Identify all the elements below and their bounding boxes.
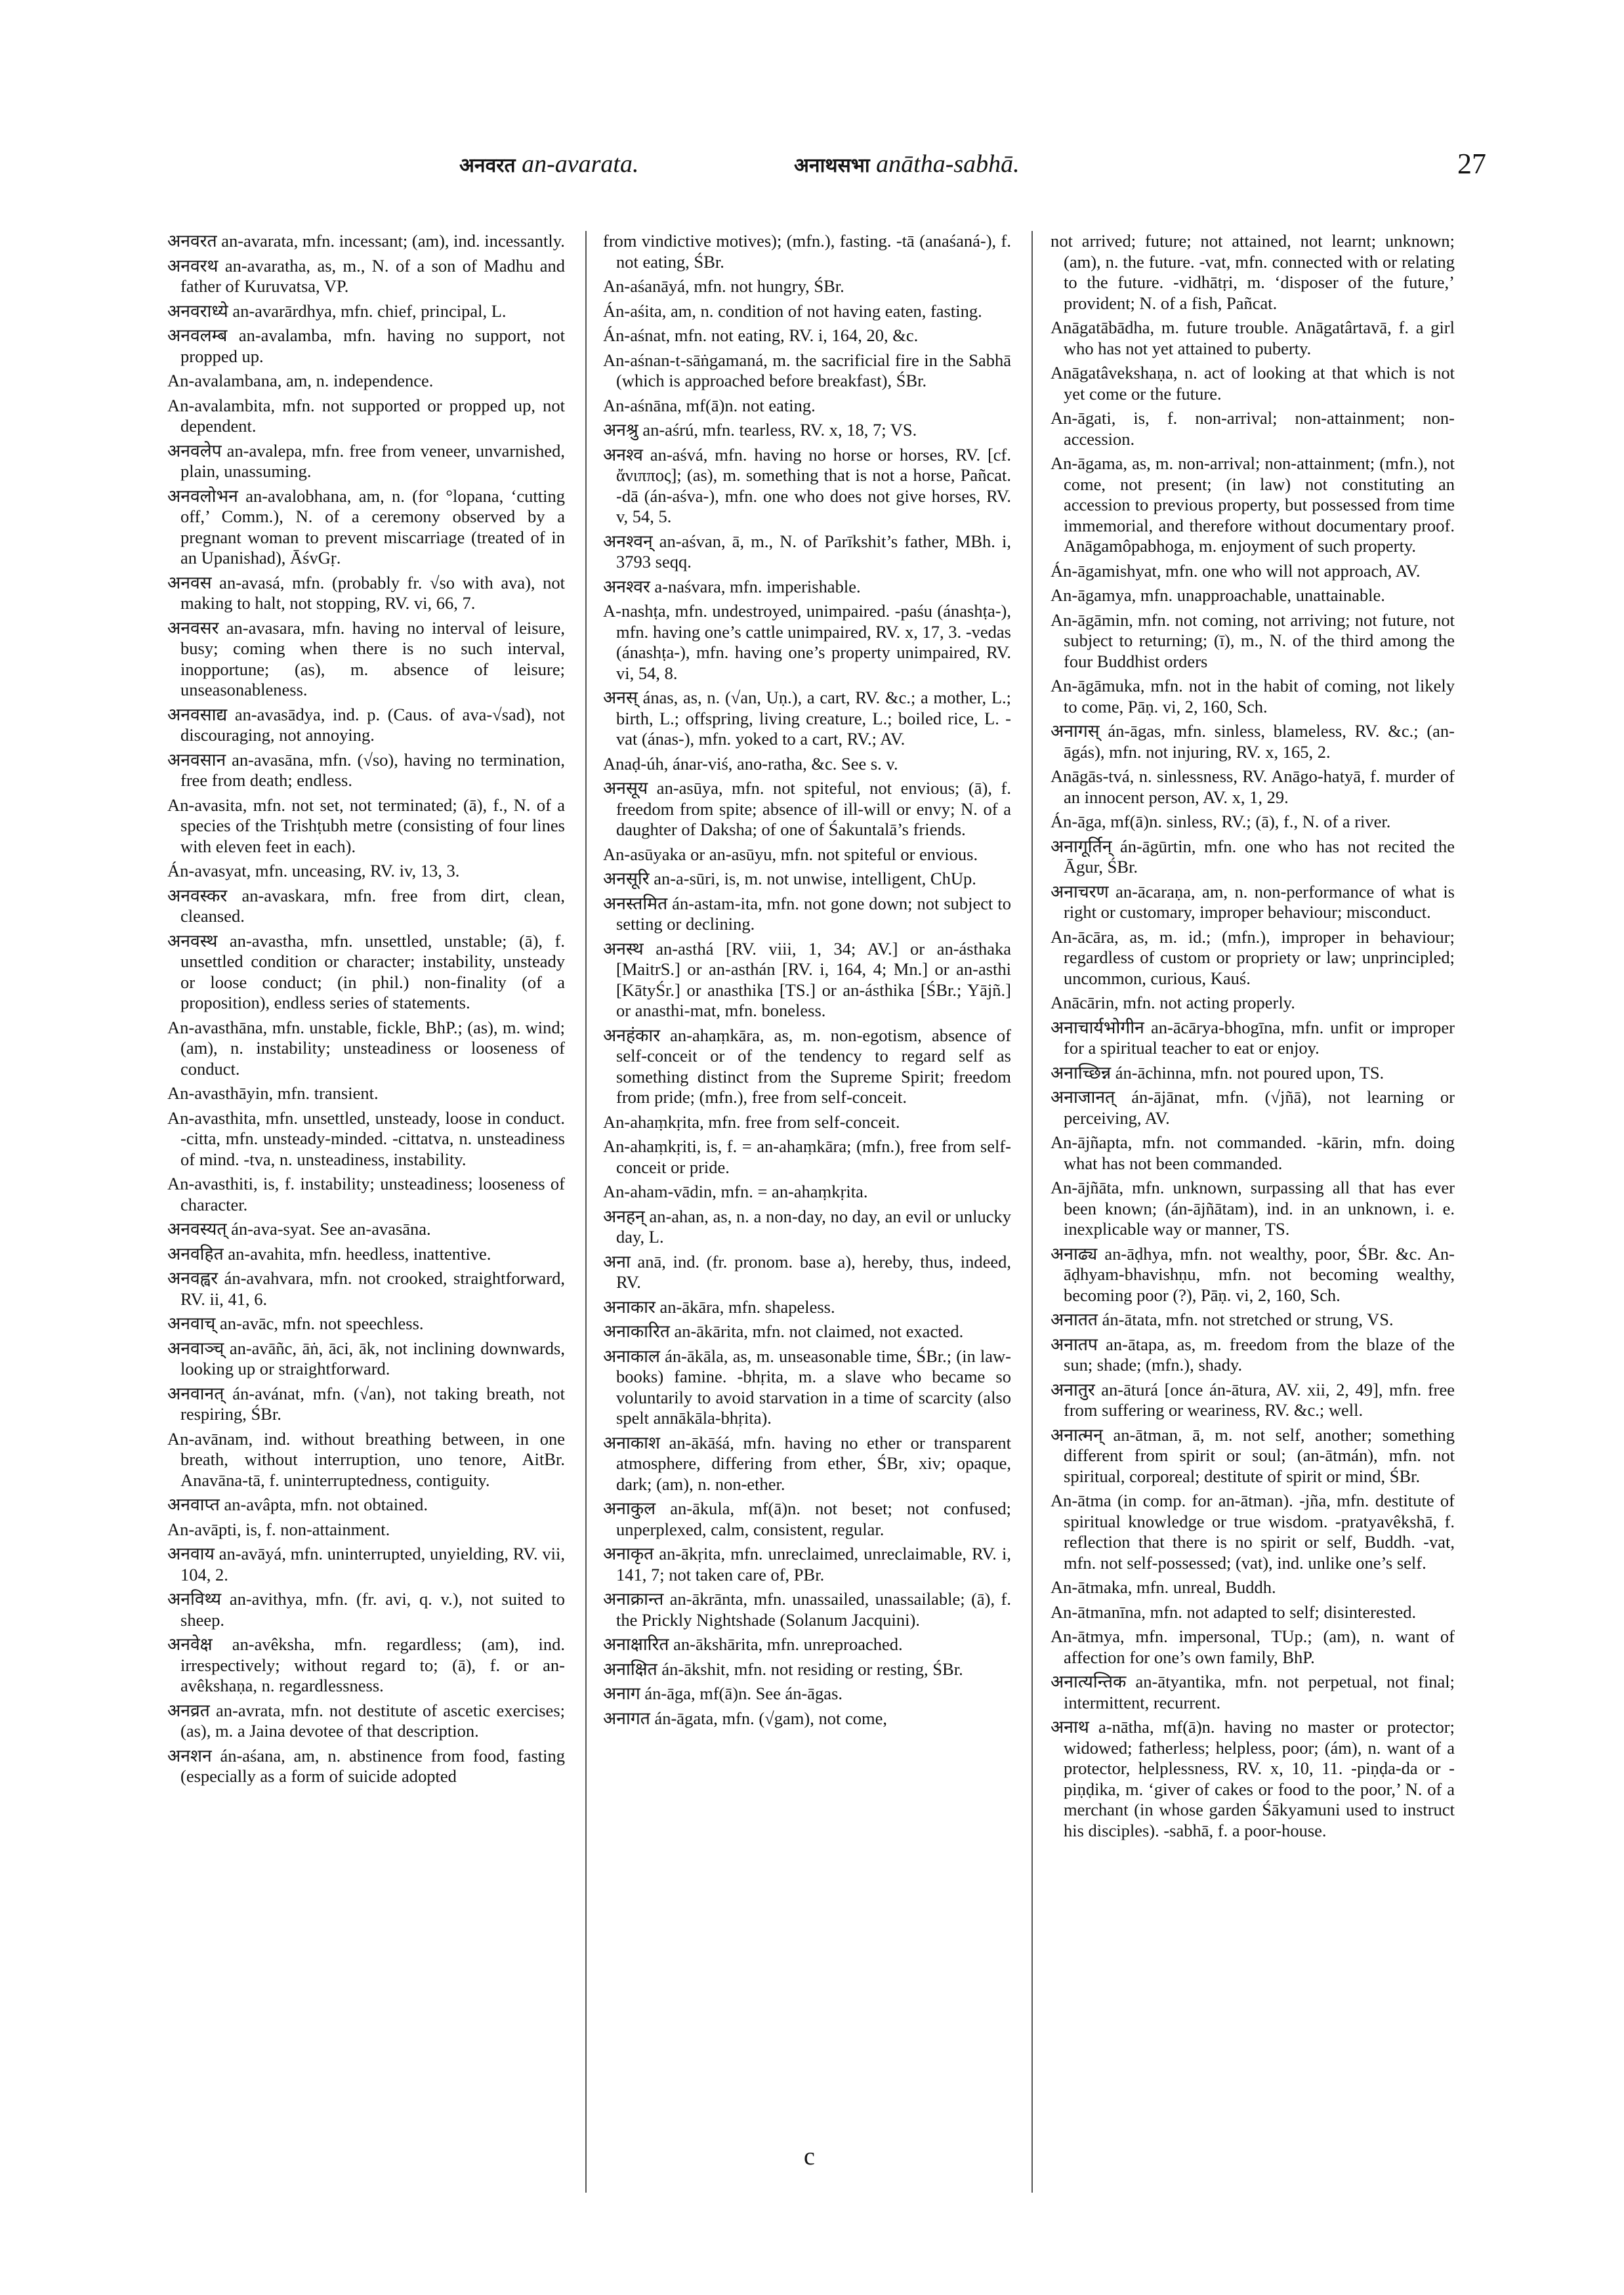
dictionary-entry: An-avasthāna, mfn. unstable, fickle, BhP.; (as), m. wind; (am), n. instability; unsteadiness or looseness of conduct. xyxy=(167,1017,565,1079)
dictionary-entry: अनाकाश an-ākāśá, mfn. having no ether or transparent atmosphere, differing from ether, ŚBr, xiv; opaque, dark; (am), n. non-ether. xyxy=(603,1432,1011,1494)
dictionary-entry: An-ācāra, as, m. id.; (mfn.), improper in behaviour; regardless of custom or propriety or law; unprincipled; uncommon, curious, Kauś. xyxy=(1051,926,1455,988)
dictionary-entry: अनवरथ an-avaratha, as, m., N. of a son of Madhu and father of Kuruvatsa, VP. xyxy=(167,255,565,296)
dictionary-entry: अनाचार्यभोगीन an-ācārya-bhogīna, mfn. unfit or improper for a spiritual teacher to eat or enjoy. xyxy=(1051,1017,1455,1058)
dictionary-entry: An-ātmya, mfn. impersonal, TUp.; (am), n. want of affection for one’s own family, BhP. xyxy=(1051,1626,1455,1667)
dictionary-entry: An-ahaṃkṛiti, is, f. = an-ahaṃkāra; (mfn.), free from self-conceit or pride. xyxy=(603,1136,1011,1177)
dictionary-entry: An-ājñapta, mfn. not commanded. -kārin, mfn. doing what has not been commanded. xyxy=(1051,1132,1455,1173)
dictionary-entry: अनसूरि an-a-sūri, is, m. not unwise, intelligent, ChUp. xyxy=(603,869,976,888)
dictionary-entry: अनाक्रान्त an-ākrānta, mfn. unassailed, unassailable; (ā), f. the Prickly Nightshade (Solanum Jacquini). xyxy=(603,1589,1011,1630)
dictionary-entry: Án-āgamishyat, mfn. one who will not approach, AV. xyxy=(1051,560,1421,581)
dictionary-entry: An-asūyaka or an-asūyu, mfn. not spiteful or envious. xyxy=(603,844,978,864)
dictionary-entry: An-avalambita, mfn. not supported or propped up, not dependent. xyxy=(167,395,565,436)
dictionary-entry: An-āgama, as, m. non-arrival; non-attainment; (mfn.), not come, not present; (in law) not constituting an accession to previous property, but possessed from time immemorial, and therefore without documentary proof. Anāgamôpabhoga, m. enjoyment of such property. xyxy=(1051,453,1455,556)
dictionary-entry: Án-aśnat, mfn. not eating, RV. i, 164, 20, &c. xyxy=(603,325,919,345)
running-head-right-roman: anātha-sabhā. xyxy=(876,150,1020,178)
dictionary-entry: अनवाञ्च् an-avāñc, āṅ, āci, āk, not inclining downwards, looking up or straightforward. xyxy=(167,1338,565,1378)
page-number: 27 xyxy=(1457,148,1486,180)
dictionary-entry: अनात्मन् an-ātman, ā, m. not self, another; something different from spirit or soul; (an-ātmán), mfn. not spiritual, corporeal; destitute of spirit or mind, ŚBr. xyxy=(1051,1424,1455,1486)
dictionary-entry: अनाकाल án-ākāla, as, m. unseasonable time, ŚBr.; (in law-books) famine. -bhṛita, m. a slave who became so voluntarily to avoid starvation in a time of scarcity (also spelt annākāla-bhṛita). xyxy=(603,1346,1011,1428)
dictionary-entry: अना anā, ind. (fr. pronom. base a), hereby, thus, indeed, RV. xyxy=(603,1251,1011,1292)
dictionary-entry: अनात्यन्तिक an-ātyantika, mfn. not perpetual, not final; intermittent, recurrent. xyxy=(1051,1672,1455,1712)
column-2 xyxy=(603,231,1011,2212)
dictionary-entry: Án-āga, mf(ā)n. sinless, RV.; (ā), f., N. of a river. xyxy=(1051,812,1391,831)
dictionary-entry: An-ātmaka, mfn. unreal, Buddh. xyxy=(1051,1577,1276,1597)
dictionary-entry: An-āgati, is, f. non-arrival; non-attainment; non-accession. xyxy=(1051,408,1455,449)
dictionary-entry: अनवलोभन an-avalobhana, am, n. (for °lopana, ‘cutting off,’ Comm.), N. of a ceremony observed by a pregnant woman to prevent miscarriage (treated of in an Upanishad), ĀśvGṛ. xyxy=(167,486,565,568)
dictionary-entry: अनहंकार an-ahaṃkāra, as, m. non-egotism, absence of self-conceit or of the tendency to regard self as something distinct from the Supreme Spirit; freedom from pride; (mfn.), free from self-conceit. xyxy=(603,1025,1011,1107)
running-head-left-devanagari: अनवरत xyxy=(459,154,516,177)
dictionary-entry: अनश्वर a-naśvara, mfn. imperishable. xyxy=(603,576,861,596)
dictionary-entry: अनाकारित an-ākārita, mfn. not claimed, not exacted. xyxy=(603,1321,964,1341)
dictionary-entry: अनशन án-aśana, am, n. abstinence from food, fasting (especially as a form of suicide adopted xyxy=(167,1745,565,1786)
dictionary-entry: An-ājñāta, mfn. unknown, surpassing all that has ever been known; (án-ājñātam), ind. in an unknown, i. e. inexplicable way or manner, TS. xyxy=(1051,1178,1455,1239)
dictionary-entry: अनवाय an-avāyá, mfn. uninterrupted, unyielding, RV. vii, 104, 2. xyxy=(167,1544,565,1584)
dictionary-entry: अनवस an-avasá, mfn. (probably fr. √so with ava), not making to halt, not stopping, RV. vi, 66, 7. xyxy=(167,572,565,613)
dictionary-entry: An-avasthita, mfn. unsettled, unsteady, loose in conduct. -citta, mfn. unsteady-minded. -cittatva, n. unsteadiness of mind. -tva, n. unsteadiness, instability. xyxy=(167,1107,565,1169)
column-divider-2 xyxy=(1031,231,1033,2193)
dictionary-entry: अनश्रु an-aśrú, mfn. tearless, RV. x, 18, 7; VS. xyxy=(603,420,917,440)
dictionary-entry: अनाग án-āga, mf(ā)n. See án-āgas. xyxy=(603,1684,843,1703)
dictionary-entry: An-aśanāyá, mfn. not hungry, ŚBr. xyxy=(603,276,844,296)
dictionary-entry: अनाकार an-ākāra, mfn. shapeless. xyxy=(603,1296,835,1317)
running-head-left-roman: an-avarata. xyxy=(522,150,639,178)
dictionary-entry: Anāgatābādha, m. future trouble. Anāgatârtavā, f. a girl who has not yet attained to puberty. xyxy=(1051,318,1455,358)
dictionary-entry: An-aśnan-t-sāṅgamaná, m. the sacrificial fire in the Sabhā (which is approached before breakfast), ŚBr. xyxy=(603,350,1011,390)
dictionary-entry: अनसूय an-asūya, mfn. not spiteful, not envious; (ā), f. freedom from spite; absence of ill-will or envy; N. of a daughter of Daksha; of one of Śakuntalā’s friends. xyxy=(603,778,1011,839)
dictionary-entry: अनस्तमित án-astam-ita, mfn. not gone down; not subject to setting or declining. xyxy=(603,893,1011,934)
dictionary-entry: अनवाच् an-avāc, mfn. not speechless. xyxy=(167,1313,424,1333)
dictionary-entry: Anācārin, mfn. not acting properly. xyxy=(1051,993,1295,1012)
dictionary-entry: Anāgās-tvá, n. sinlessness, RV. Anāgo-hatyā, f. murder of an innocent person, AV. x, 1, 29. xyxy=(1051,766,1455,807)
dictionary-entry: अनाक्षारित an-ākshārita, mfn. unreproached. xyxy=(603,1634,903,1654)
dictionary-entry: अनवस्थ an-avastha, mfn. unsettled, unstable; (ā), f. unsettled condition or character; instability, unsteady or loose conduct; (in phil.) non-finality (of a proposition), endless series of statements. xyxy=(167,930,565,1012)
dictionary-entry: An-ātma (in comp. for an-ātman). -jña, mfn. destitute of spiritual knowledge or true wisdom. -pratyavêkshā, f. reflection that there is no spirit or self, Buddh. -vat, mfn. not self-possessed; (vat), ind. unlike one’s self. xyxy=(1051,1491,1455,1573)
dictionary-entry: An-aśnāna, mf(ā)n. not eating. xyxy=(603,395,816,415)
dictionary-entry: अनाजानत् án-ājānat, mfn. (√jñā), not learning or perceiving, AV. xyxy=(1051,1087,1455,1128)
dictionary-entry: अनवानत् án-avánat, mfn. (√an), not taking breath, not respiring, ŚBr. xyxy=(167,1383,565,1424)
dictionary-entry: अनवस्यत् án-ava-syat. See an-avasāna. xyxy=(167,1219,431,1239)
dictionary-entry: अनश्व an-aśvá, mfn. having no horse or horses, RV. [cf. ἄνιππος]; (as), m. something that is not a horse, Pañcat. -dā (án-aśva-), mfn. one who does not give horses, RV. v, 54, 5. xyxy=(603,444,1011,526)
dictionary-entry: अनवस्कर an-avaskara, mfn. free from dirt, clean, cleansed. xyxy=(167,885,565,926)
dictionary-entry: An-āgamya, mfn. unapproachable, unattainable. xyxy=(1051,585,1385,605)
column-1 xyxy=(167,231,565,2212)
dictionary-entry: A-nashṭa, mfn. undestroyed, unimpaired. -paśu (ánashṭa-), mfn. having one’s cattle unimpaired, RV. x, 17, 3. -vedas (ánashṭa-), mfn. having one’s property unimpaired, RV. vi, 54, 8. xyxy=(603,601,1011,683)
dictionary-entry: अनाढ्य an-āḍhya, mfn. not wealthy, poor, ŚBr. &c. An-āḍhyam-bhavishṇu, mfn. not becoming wealthy, becoming poor (?), Pāṇ. vi, 2, 160, Sch. xyxy=(1051,1243,1455,1305)
dictionary-entry: An-avasthāyin, mfn. transient. xyxy=(167,1083,379,1103)
dictionary-entry: अनातुर an-āturá [once án-ātura, AV. xii, 2, 49], mfn. free from suffering or weariness, RV. &c.; well. xyxy=(1051,1379,1455,1420)
dictionary-entry: अनातप an-ātapa, as, m. freedom from the blaze of the sun; shade; (mfn.), shady. xyxy=(1051,1334,1455,1375)
dictionary-entry: Án-avasyat, mfn. unceasing, RV. iv, 13, 3. xyxy=(167,861,460,880)
dictionary-entry: अनश्वन् an-aśvan, ā, m., N. of Parīkshit’s father, MBh. i, 3793 seqq. xyxy=(603,531,1011,571)
dictionary-entry: Anaḍ-úh, ánar-viś, ano-ratha, &c. See s. v. xyxy=(603,753,898,774)
dictionary-entry: from vindictive motives); (mfn.), fasting. -tā (anaśaná-), f. not eating, ŚBr. xyxy=(603,231,1011,272)
dictionary-entry: An-avānam, ind. without breathing between, in one breath, without interruption, uno tenore, AitBr. Anavāna-tā, f. uninterruptedness, contiguity. xyxy=(167,1428,565,1490)
column-3 xyxy=(1051,231,1455,2212)
dictionary-entry: अनविथ्य an-avithya, mfn. (fr. avi, q. v.), not suited to sheep. xyxy=(167,1589,565,1630)
dictionary-entry: अनाथ a-nātha, mf(ā)n. having no master or protector; widowed; fatherless; helpless, poor; (ám), n. want of a protector, helplessness, RV. x, 10, 11. -piṇḍa-da or -piṇḍika, m. ‘giver of cakes or food to the poor,’ N. of a merchant (in whose garden Śākyamuni used to instruct his disciples). -sabhā, f. a poor-house. xyxy=(1051,1717,1455,1840)
dictionary-entry: अनवह्वर án-avahvara, mfn. not crooked, straightforward, RV. ii, 41, 6. xyxy=(167,1268,565,1309)
dictionary-entry: अनागस् án-āgas, mfn. sinless, blameless, RV. &c.; (an-āgás), mfn. not injuring, RV. x, 165, 2. xyxy=(1051,721,1455,762)
dictionary-entry: अनहन् an-ahan, as, n. a non-day, no day, an evil or unlucky day, L. xyxy=(603,1206,1011,1247)
dictionary-entry: अनवराध्ये an-avarārdhya, mfn. chief, principal, L. xyxy=(167,300,507,321)
dictionary-entry: अनस्थ an-asthá [RV. viii, 1, 34; AV.] or an-ásthaka [MaitrS.] or an-asthán [RV. i, 164, 4; Mn.] or an-asthi [KātyŚr.] or anasthika [TS.] or an-ásthika [ŚBr.; Yājñ.] or anasthi-mat, mfn. boneless. xyxy=(603,938,1011,1020)
dictionary-entry: अनवसान an-avasāna, mfn. (√so), having no termination, free from death; endless. xyxy=(167,749,565,790)
dictionary-entry: not arrived; future; not attained, not learnt; unknown; (am), n. the future. -vat, mfn. connected with or relating to the future. -vidhātṛi, m. ‘disposer of the future,’ provident; N. of a fish, Pañcat. xyxy=(1051,231,1455,313)
dictionary-entry: अनवसर an-avasara, mfn. having no interval of leisure, busy; coming when there is no such interval, inopportune; (as), m. absence of leisure; unseasonableness. xyxy=(167,617,565,699)
dictionary-entry: An-avasita, mfn. not set, not terminated; (ā), f., N. of a species of the Trishṭubh metre (consisting of four lines with eleven feet in each). xyxy=(167,795,565,856)
dictionary-entry: अनवसाद्य an-avasādya, ind. p. (Caus. of ava-√sad), not discouraging, not annoying. xyxy=(167,704,565,745)
dictionary-entry: An-aham-vādin, mfn. = an-ahaṃkṛita. xyxy=(603,1182,868,1201)
dictionary-entry: अनाकुल an-ākula, mf(ā)n. not beset; not confused; unperplexed, calm, consistent, regular. xyxy=(603,1499,1011,1539)
dictionary-entry: Án-aśita, am, n. condition of not having eaten, fasting. xyxy=(603,300,982,321)
dictionary-entry: अनाकृत an-ākṛita, mfn. unreclaimed, unreclaimable, RV. i, 141, 7; not taken care of, PBr. xyxy=(603,1544,1011,1584)
dictionary-entry: अनस् ánas, as, n. (√an, Uṇ.), a cart, RV. &c.; a mother, L.; birth, L.; offspring, living creature, L.; boiled rice, L. -vat (ánas-), mfn. yoked to a cart, RV.; AV. xyxy=(603,688,1011,749)
dictionary-entry: An-āgāmuka, mfn. not in the habit of coming, not likely to come, Pāṇ. vi, 2, 160, Sch. xyxy=(1051,676,1455,716)
column-divider-1 xyxy=(585,231,587,2193)
dictionary-entry: अनागूर्तिन् án-āgūrtin, mfn. one who has not recited the Āgur, ŚBr. xyxy=(1051,836,1455,877)
signature-mark: c xyxy=(804,2143,815,2170)
dictionary-entry: An-avalambana, am, n. independence. xyxy=(167,371,434,390)
dictionary-entry: Anāgatâvekshaṇa, n. act of looking at that which is not yet come or the future. xyxy=(1051,363,1455,403)
dictionary-entry: अनाक्षित án-ākshit, mfn. not residing or resting, ŚBr. xyxy=(603,1659,963,1679)
dictionary-entry: अनवरत an-avarata, mfn. incessant; (am), ind. incessantly. xyxy=(167,231,565,251)
dictionary-entry: अनाच्छिन्न án-āchinna, mfn. not poured upon, TS. xyxy=(1051,1062,1385,1083)
dictionary-entry: अनवाप्त an-avâpta, mfn. not obtained. xyxy=(167,1495,428,1514)
dictionary-entry: अनवहित an-avahita, mfn. heedless, inattentive. xyxy=(167,1243,491,1264)
running-head-right xyxy=(794,150,1020,178)
running-head-right-devanagari: अनाथसभा xyxy=(794,154,870,177)
dictionary-entry: अनाचरण an-ācaraṇa, am, n. non-performance of what is right or customary, improper behaviour; misconduct. xyxy=(1051,881,1455,922)
dictionary-entry: An-avāpti, is, f. non-attainment. xyxy=(167,1519,390,1539)
dictionary-entry: अनवेक्ष an-avêksha, mfn. regardless; (am), ind. irrespectively; without regard to; (ā), f. or an-avêkshaṇa, n. regardlessness. xyxy=(167,1634,565,1695)
dictionary-entry: An-ahaṃkṛita, mfn. free from self-conceit. xyxy=(603,1111,900,1132)
dictionary-entry: An-ātmanīna, mfn. not adapted to self; disinterested. xyxy=(1051,1602,1417,1622)
dictionary-entry: अनवलेप an-avalepa, mfn. free from veneer, unvarnished, plain, unassuming. xyxy=(167,440,565,481)
dictionary-entry: अनागत án-āgata, mfn. (√gam), not come, xyxy=(603,1708,887,1728)
dictionary-entry: अनवलम्ब an-avalamba, mfn. having no support, not propped up. xyxy=(167,325,565,366)
dictionary-entry: An-avasthiti, is, f. instability; unsteadiness; looseness of character. xyxy=(167,1174,565,1214)
dictionary-entry: An-āgāmin, mfn. not coming, not arriving; not future, not subject to returning; (ī), m., N. of the third among the four Buddhist orders xyxy=(1051,610,1455,671)
dictionary-entry: अनव्रत an-avrata, mfn. not destitute of ascetic exercises; (as), m. a Jaina devotee of that description. xyxy=(167,1700,565,1741)
dictionary-entry: अनातत án-ātata, mfn. not stretched or strung, VS. xyxy=(1051,1310,1394,1329)
running-head-left xyxy=(459,150,639,178)
